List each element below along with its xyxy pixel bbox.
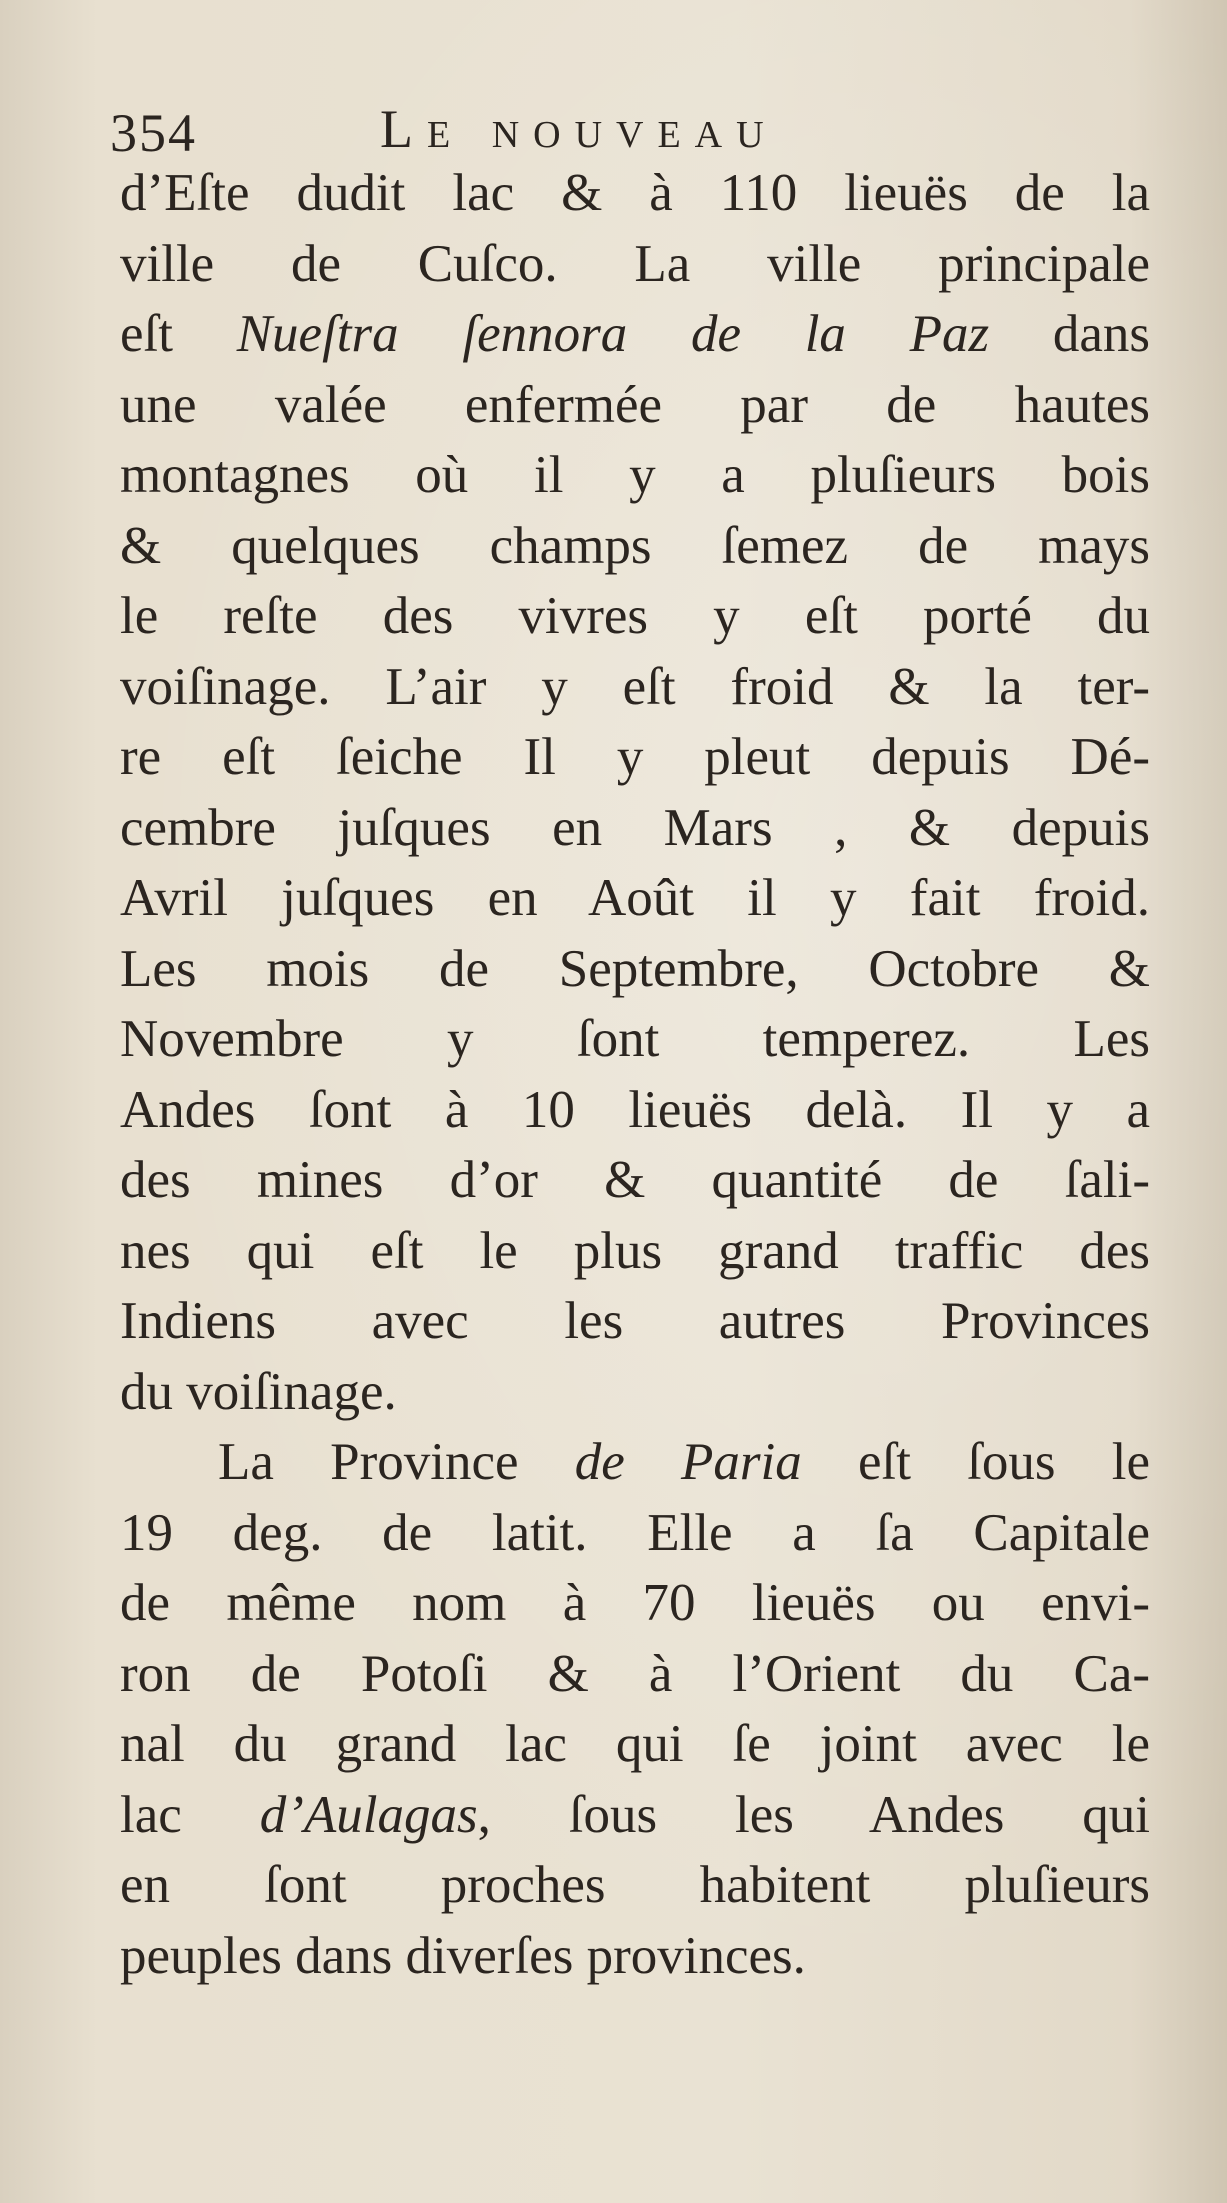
text-span: d’Eſte dudit lac & à 110 lieuës de la [120, 164, 1150, 222]
text-span: de même nom à 70 lieuës ou envi- [120, 1574, 1150, 1632]
text-span: en ſont proches habitent pluſieurs [120, 1856, 1150, 1914]
italic-text: Nueſtra ſennora de la Paz [236, 305, 990, 363]
text-span: une valée enfermée par de hautes [120, 375, 1150, 434]
text-line [120, 511, 1150, 582]
text-line [120, 1709, 1150, 1780]
text-line [120, 934, 1150, 1005]
text-line [120, 1850, 1150, 1921]
text-span: , ſous les Andes qui [477, 1785, 1150, 1844]
text-line [120, 1145, 1150, 1216]
text-line [120, 722, 1150, 793]
text-span: le reſte des vivres y eſt porté du [120, 587, 1150, 645]
text-span: ville de Cuſco. La ville principale [120, 234, 1150, 293]
text-line [120, 299, 1150, 370]
text-span: Indiens avec les autres Provinces [120, 1292, 1150, 1350]
text-line [120, 652, 1150, 723]
text-line [120, 1780, 1150, 1851]
text-span: La Province [218, 1433, 575, 1491]
text-line [120, 1004, 1150, 1075]
text-line [120, 158, 1150, 229]
text-span: du voiſinage. [120, 1362, 397, 1421]
text-line [120, 1357, 1150, 1428]
running-title: Le nouveau [380, 99, 778, 159]
text-line [120, 581, 1150, 652]
text-span: ron de Potoſi & à l’Orient du Ca- [120, 1644, 1150, 1703]
text-span: Novembre y ſont temperez. Les [120, 1010, 1150, 1068]
text-span: Avril juſques en Août il y fait froid. [120, 869, 1150, 927]
text-line [120, 1921, 1150, 1992]
text-span: des mines d’or & quantité de ſali- [120, 1151, 1150, 1209]
text-span: eſt ſous le [801, 1433, 1151, 1491]
text-line [120, 229, 1150, 300]
text-span: nes qui eſt le plus grand traffic des [120, 1221, 1150, 1280]
text-span: cembre juſques en Mars , & depuis [120, 798, 1150, 857]
text-span: peuples dans diverſes provinces. [120, 1926, 806, 1985]
text-span: Andes ſont à 10 lieuës delà. Il y a [120, 1080, 1150, 1139]
text-line [120, 1498, 1150, 1569]
text-span: voiſinage. L’air y eſt froid & la ter- [120, 657, 1150, 716]
italic-text: de Paria [574, 1433, 802, 1491]
body-text [120, 158, 1150, 1991]
text-span: eſt [120, 305, 237, 363]
text-line [120, 1216, 1150, 1287]
text-span: nal du grand lac qui ſe joint avec le [120, 1715, 1150, 1773]
text-line [120, 1639, 1150, 1710]
text-line [120, 1075, 1150, 1146]
text-span: dans [989, 305, 1151, 363]
italic-text: d’Aulagas [259, 1785, 478, 1844]
text-span: & quelques champs ſemez de mays [120, 516, 1150, 575]
text-line [120, 793, 1150, 864]
text-line [120, 863, 1150, 934]
text-span: re eſt ſeiche Il y pleut depuis Dé- [120, 728, 1150, 786]
text-span: montagnes où il y a pluſieurs bois [120, 446, 1150, 504]
text-line [120, 1568, 1150, 1639]
text-span: lac [120, 1785, 260, 1844]
text-span: Les mois de Septembre, Octobre & [120, 939, 1150, 998]
text-line [120, 440, 1150, 511]
text-line [120, 1427, 1150, 1498]
text-line [120, 1286, 1150, 1357]
page-number: 354 [110, 103, 197, 163]
text-line [120, 370, 1150, 441]
text-span: 19 deg. de latit. Elle a ſa Capitale [120, 1503, 1150, 1562]
